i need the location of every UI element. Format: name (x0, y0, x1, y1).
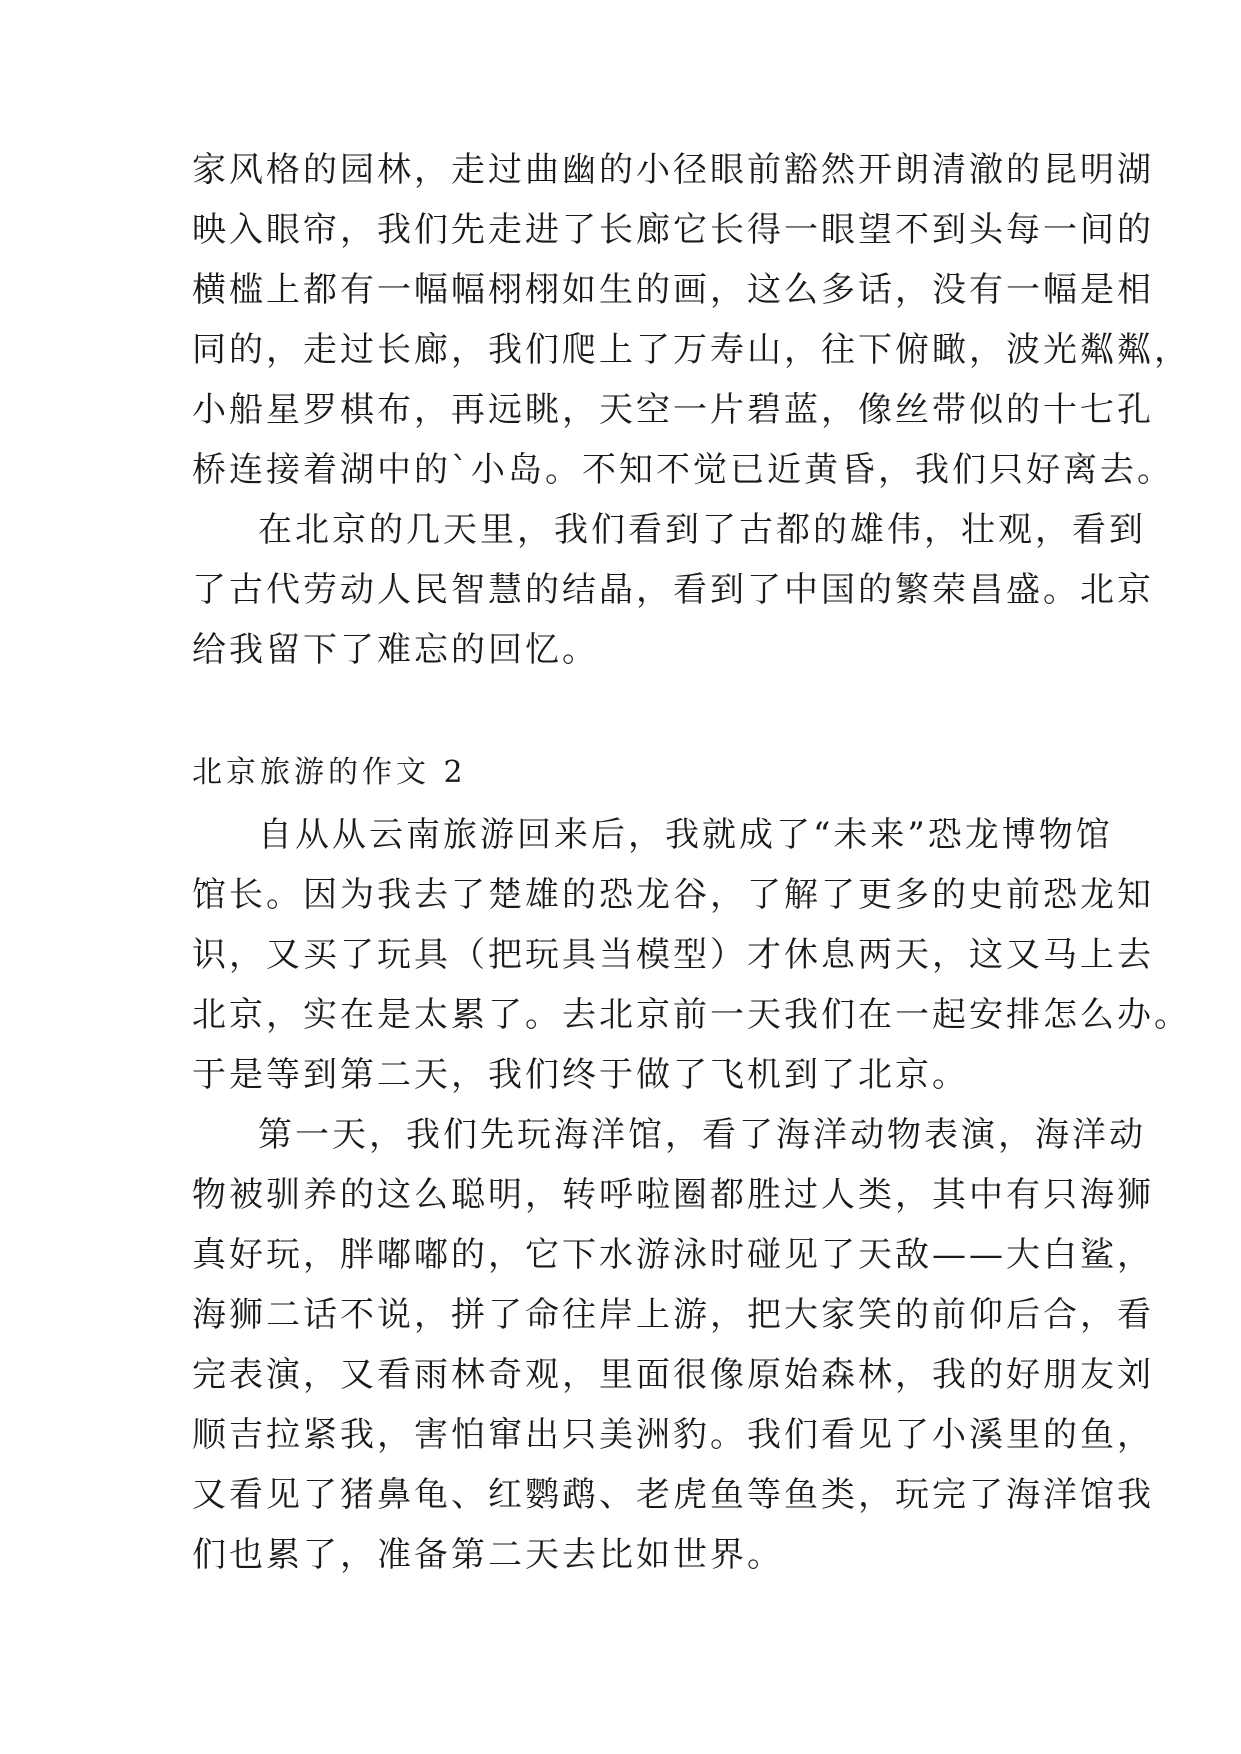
text-line: 横槛上都有一幅幅栩栩如生的画，这么多话，没有一幅是相 (192, 270, 1154, 310)
text-line: 物被驯养的这么聪明，转呼啦圈都胜过人类，其中有只海狮 (192, 1175, 1154, 1215)
text-line: 馆长。因为我去了楚雄的恐龙谷，了解了更多的史前恐龙知 (192, 875, 1154, 915)
text-line: 第一天，我们先玩海洋馆，看了海洋动物表演，海洋动 (258, 1115, 1146, 1155)
text-line: 们也累了，准备第二天去比如世界。 (192, 1535, 784, 1575)
text-line: 给我留下了难忘的回忆。 (192, 630, 599, 670)
text-line: 家风格的园林，走过曲幽的小径眼前豁然开朗清澈的昆明湖 (192, 150, 1154, 190)
text-line: 在北京的几天里，我们看到了古都的雄伟，壮观，看到 (258, 510, 1146, 550)
text-line: 完表演，又看雨林奇观，里面很像原始森林，我的好朋友刘 (192, 1355, 1154, 1395)
text-line: 映入眼帘，我们先走进了长廊它长得一眼望不到头每一间的 (192, 210, 1154, 250)
text-line: 同的，走过长廊，我们爬上了万寿山，往下俯瞰，波光粼粼， (192, 330, 1191, 370)
text-line: 识，又买了玩具（把玩具当模型）才休息两天，这又马上去 (192, 935, 1154, 975)
text-line: 小船星罗棋布，再远眺，天空一片碧蓝，像丝带似的十七孔 (192, 390, 1154, 430)
text-line: 于是等到第二天，我们终于做了飞机到了北京。 (192, 1055, 969, 1095)
text-line: 真好玩，胖嘟嘟的，它下水游泳时碰见了天敌——大白鲨， (192, 1235, 1154, 1275)
text-line: 顺吉拉紧我，害怕窜出只美洲豹。我们看见了小溪里的鱼， (192, 1415, 1154, 1455)
text-line: 了古代劳动人民智慧的结晶，看到了中国的繁荣昌盛。北京 (192, 570, 1154, 610)
text-line: 自从从云南旅游回来后，我就成了“未来”恐龙博物馆 (258, 815, 1113, 855)
text-line: 桥连接着湖中的`小岛。不知不觉已近黄昏，我们只好离去。 (192, 450, 1174, 490)
section-heading: 北京旅游的作文 2 (192, 755, 467, 790)
text-line: 北京，实在是太累了。去北京前一天我们在一起安排怎么办。 (192, 995, 1191, 1035)
text-line: 又看见了猪鼻龟、红鹦鹉、老虎鱼等鱼类，玩完了海洋馆我 (192, 1475, 1154, 1515)
text-line: 海狮二话不说，拼了命往岸上游，把大家笑的前仰后合，看 (192, 1295, 1154, 1335)
